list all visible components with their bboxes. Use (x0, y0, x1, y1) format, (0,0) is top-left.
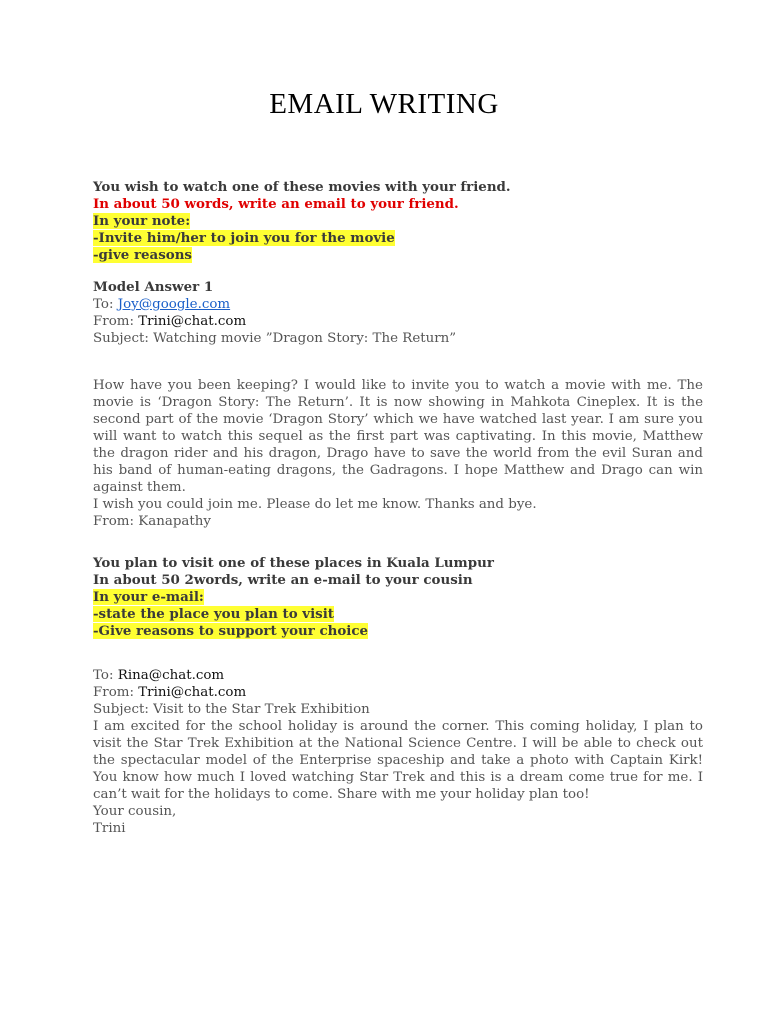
email-2-from-value: Trini@chat.com (138, 685, 247, 700)
email-1-closing: I wish you could join me. Please do let me know. Thanks and bye. (93, 497, 537, 512)
task-1-note-heading: In your note: (93, 213, 191, 229)
task-prompt-2 (93, 555, 703, 640)
email-2-closing: Your cousin, (93, 804, 177, 819)
email-1-body: How have you been keeping? I would like to invite you to watch a movie with me. The movie is ‘Dragon Story: The Return’. It is now showing in Mahkota Cineplex. It is the second part of the movie ‘Dragon Story’ which we have watched last year. I am sure you will want to watch this sequel as the first part was captivating. In this movie, Matthew the dragon rider and his dragon, Drago have to save the world from the evil Suran and his band of human-eating dragons, the Gadragons. I hope Matthew and Drago can win against them. (93, 378, 703, 495)
email-2-signoff: Trini (93, 821, 126, 836)
email-2-to-label: To: (93, 668, 114, 683)
email-2-from-label: From: (93, 685, 134, 700)
model-answer-1-heading: Model Answer 1 (93, 279, 214, 295)
task-2-note-heading: In your e-mail: (93, 589, 204, 605)
task-1-instruction: In about 50 words, write an email to your friend. (93, 196, 459, 212)
email-2-to-value: Rina@chat.com (117, 668, 225, 683)
task-1-point-2: -give reasons (93, 247, 192, 263)
email-1-body-block (93, 377, 703, 530)
email-1-signoff: From: Kanapathy (93, 514, 211, 529)
task-1-description: You wish to watch one of these movies with your friend. (93, 179, 511, 195)
task-2-point-2: -Give reasons to support your choice (93, 623, 369, 639)
page-title: EMAIL WRITING (269, 88, 499, 120)
email-2-subject: Subject: Visit to the Star Trek Exhibition (93, 702, 370, 717)
email-2-to (93, 667, 703, 684)
email-1-to-label: To: (93, 297, 114, 312)
task-2-instruction: In about 50 2words, write an e-mail to your cousin (93, 572, 473, 588)
email-1-subject: Subject: Watching movie ”Dragon Story: The Return” (93, 331, 457, 346)
email-1-from-label: From: (93, 314, 134, 329)
email-1-from-value: Trini@chat.com (138, 314, 247, 329)
model-answer-2 (93, 667, 703, 837)
task-2-description: You plan to visit one of these places in Kuala Lumpur (93, 555, 494, 571)
email-1-from (93, 313, 703, 330)
task-2-point-1: -state the place you plan to visit (93, 606, 334, 622)
email-1-to (93, 296, 703, 313)
email-1-to-link[interactable]: Joy@google.com (117, 297, 231, 312)
model-answer-1 (93, 279, 703, 347)
email-2-body: I am excited for the school holiday is around the corner. This coming holiday, I plan to visit the Star Trek Exhibition at the National Science Centre. I will be able to check out the spectacular model of the Enterprise spaceship and take a photo with Captain Kirk! You know how much I loved watching Star Trek and this is a dream come true for me. I can’t wait for the holidays to come. Share with me your holiday plan too! (93, 719, 703, 802)
task-1-point-1: -Invite him/her to join you for the movie (93, 230, 395, 246)
email-2-from (93, 684, 703, 701)
task-prompt-1 (93, 179, 703, 264)
